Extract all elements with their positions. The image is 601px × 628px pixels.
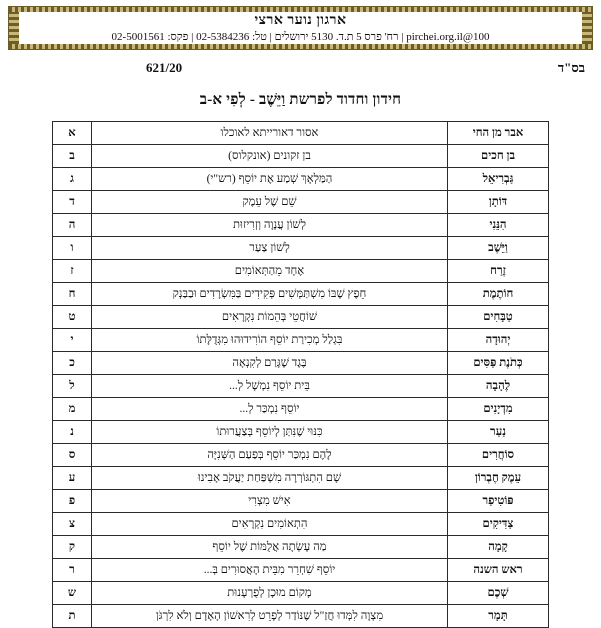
cell-answer: פּוֹטִיפַר	[448, 490, 549, 513]
cell-answer: גַּבְרִיאֵל	[448, 168, 549, 191]
cell-answer: אבר מן החי	[448, 122, 549, 145]
table-row	[53, 444, 549, 467]
organization-title: ארגון נוער ארצי	[254, 13, 347, 28]
table-row	[53, 122, 549, 145]
cell-clue: שׁוֹחֲטֵי בְּהֵמוֹת נִקְרָאִים	[92, 306, 448, 329]
cell-letter: ט	[53, 306, 92, 329]
cell-answer: יְהוּדָה	[448, 329, 549, 352]
cell-letter: כ	[53, 352, 92, 375]
cell-clue: הִתְאוֹמִים נִקְרָאִים	[92, 513, 448, 536]
table-row	[53, 145, 549, 168]
cell-letter: ד	[53, 191, 92, 214]
quiz-table-wrapper	[52, 121, 549, 628]
cell-letter: ה	[53, 214, 92, 237]
table-row	[53, 168, 549, 191]
cell-clue: חֵפֶץ שֶׁבּוֹ מִשְׁתַּמְּשִׁים פְּקִידִים בַּמִּשְׂרָדִים וּבַבַּנְק	[92, 283, 448, 306]
cell-answer: כְּתֹנֶת פַּסִּים	[448, 352, 549, 375]
organization-contact: 100@pirchei.org.il | רח' פרס 5 ת.ד. 5130 ירושלים | טל: 02-5384236 | פקס: 02-5001561	[111, 31, 490, 43]
cell-letter: ו	[53, 237, 92, 260]
bsd-label: בס"ד	[557, 60, 585, 75]
table-row	[53, 467, 549, 490]
cell-clue: בֶּגֶד שֶׁגָּרַם לְקִנְאָה	[92, 352, 448, 375]
cell-clue: מַה עָשְׂתָה אֲלֻמּוֹת שֶׁל יוֹסֵף	[92, 536, 448, 559]
cell-clue: בֵּית יוֹסֵף נִמְשָׁל לְ...	[92, 375, 448, 398]
table-row	[53, 260, 549, 283]
cell-answer: בן חכים	[448, 145, 549, 168]
cell-clue: הַמַּלְאָךְ שְׁמַע אֶת יוֹסֵף (רש"י)	[92, 168, 448, 191]
page-title: חידון וחדוד לפרשת וַיֵּשֶׁב - לְפִי א-ב	[199, 92, 402, 108]
table-row	[53, 513, 549, 536]
cell-clue: מִצְוָה לִמְּדוּ חֲזַ"ל שֶׁנּוֹדַר לְפָרֵט לְרִאשׁוֹן הָאָדָם וְלֹא לִרְגֹּן	[92, 605, 448, 628]
cell-answer: דּוֹתָן	[448, 191, 549, 214]
cell-answer: עֵמֶק חֶבְרוֹן	[448, 467, 549, 490]
table-row	[53, 329, 549, 352]
cell-clue: בן זקונים (אונקלוס)	[92, 145, 448, 168]
banner-border-left	[9, 12, 19, 44]
cell-letter: ק	[53, 536, 92, 559]
cell-letter: ג	[53, 168, 92, 191]
quiz-table-body	[53, 122, 549, 628]
cell-letter: י	[53, 329, 92, 352]
cell-answer: הִנֵּנִי	[448, 214, 549, 237]
cell-letter: מ	[53, 398, 92, 421]
table-row	[53, 398, 549, 421]
cell-clue: אֶחָד מֵהַתְּאוֹמִים	[92, 260, 448, 283]
table-row	[53, 605, 549, 628]
cell-answer: נַעַר	[448, 421, 549, 444]
cell-clue: בִּגְלַל מְכִירַת יוֹסֵף הוֹרִידוּהוּ מִגְּדֻלָּתוֹ	[92, 329, 448, 352]
cell-letter: ח	[53, 283, 92, 306]
cell-answer: קָמָה	[448, 536, 549, 559]
cell-answer: מִדְיָנִים	[448, 398, 549, 421]
header-inner	[21, 12, 580, 44]
table-row	[53, 352, 549, 375]
table-row	[53, 421, 549, 444]
cell-answer: זֶרַח	[448, 260, 549, 283]
cell-answer: חוֹתֶמֶת	[448, 283, 549, 306]
cell-clue: מָקוֹם מוּכָן לְפֻרְעָנוּת	[92, 582, 448, 605]
cell-letter: א	[53, 122, 92, 145]
cell-answer: וַיֵּשֶׁב	[448, 237, 549, 260]
cell-letter: ס	[53, 444, 92, 467]
table-row	[53, 582, 549, 605]
banner-border-right	[582, 12, 592, 44]
table-row	[53, 191, 549, 214]
cell-clue: כִּנּוּי שֶׁנִּתַּן לְיוֹסֵף בְּצַעֲרוּתוֹ	[92, 421, 448, 444]
cell-clue: לְשׁוֹן צַעַר	[92, 237, 448, 260]
cell-answer: ראש השנה	[448, 559, 549, 582]
cell-letter: ע	[53, 467, 92, 490]
cell-clue: יוֹסֵף נִמְכַּר לְ...	[92, 398, 448, 421]
subheader-row	[14, 60, 587, 78]
table-row	[53, 214, 549, 237]
cell-answer: תָּמָר	[448, 605, 549, 628]
cell-answer: טַבָּחִים	[448, 306, 549, 329]
cell-letter: ז	[53, 260, 92, 283]
cell-letter: ל	[53, 375, 92, 398]
cell-answer: צַדִּיקִים	[448, 513, 549, 536]
header-banner	[8, 6, 593, 50]
cell-answer: שְׁכֶם	[448, 582, 549, 605]
table-row	[53, 490, 549, 513]
cell-clue: שֵׁם שֶׁל עֵמֶק	[92, 191, 448, 214]
table-row	[53, 536, 549, 559]
cell-clue: אסור דאורייתא לאוכלו	[92, 122, 448, 145]
cell-letter: ש	[53, 582, 92, 605]
cell-clue: שָׁם הִתְגּוֹרְרָה מִשְׁפַּחַת יַעֲקֹב אָבִינוּ	[92, 467, 448, 490]
cell-letter: פ	[53, 490, 92, 513]
cell-clue: אִישׁ מִצְרִי	[92, 490, 448, 513]
cell-letter: צ	[53, 513, 92, 536]
table-row	[53, 375, 549, 398]
cell-letter: ת	[53, 605, 92, 628]
table-row	[53, 237, 549, 260]
issue-number: 621/20	[146, 60, 183, 75]
cell-clue: לְשׁוֹן עֲנָוָה וְזְרִיזוּת	[92, 214, 448, 237]
cell-letter: נ	[53, 421, 92, 444]
table-row	[53, 283, 549, 306]
cell-clue: יוֹסֵף שִׁחְרֵר מִבֵּית הָאֲסוּרִים בְּ...	[92, 559, 448, 582]
table-row	[53, 306, 549, 329]
table-row	[53, 559, 549, 582]
cell-letter: ר	[53, 559, 92, 582]
cell-clue: לָהֶם נִמְכַּר יוֹסֵף בְּפַעַם הַשְּׁנִיָּה	[92, 444, 448, 467]
cell-answer: לֶהָבָה	[448, 375, 549, 398]
cell-answer: סוֹחֲרִים	[448, 444, 549, 467]
quiz-table	[52, 121, 549, 628]
cell-letter: ב	[53, 145, 92, 168]
